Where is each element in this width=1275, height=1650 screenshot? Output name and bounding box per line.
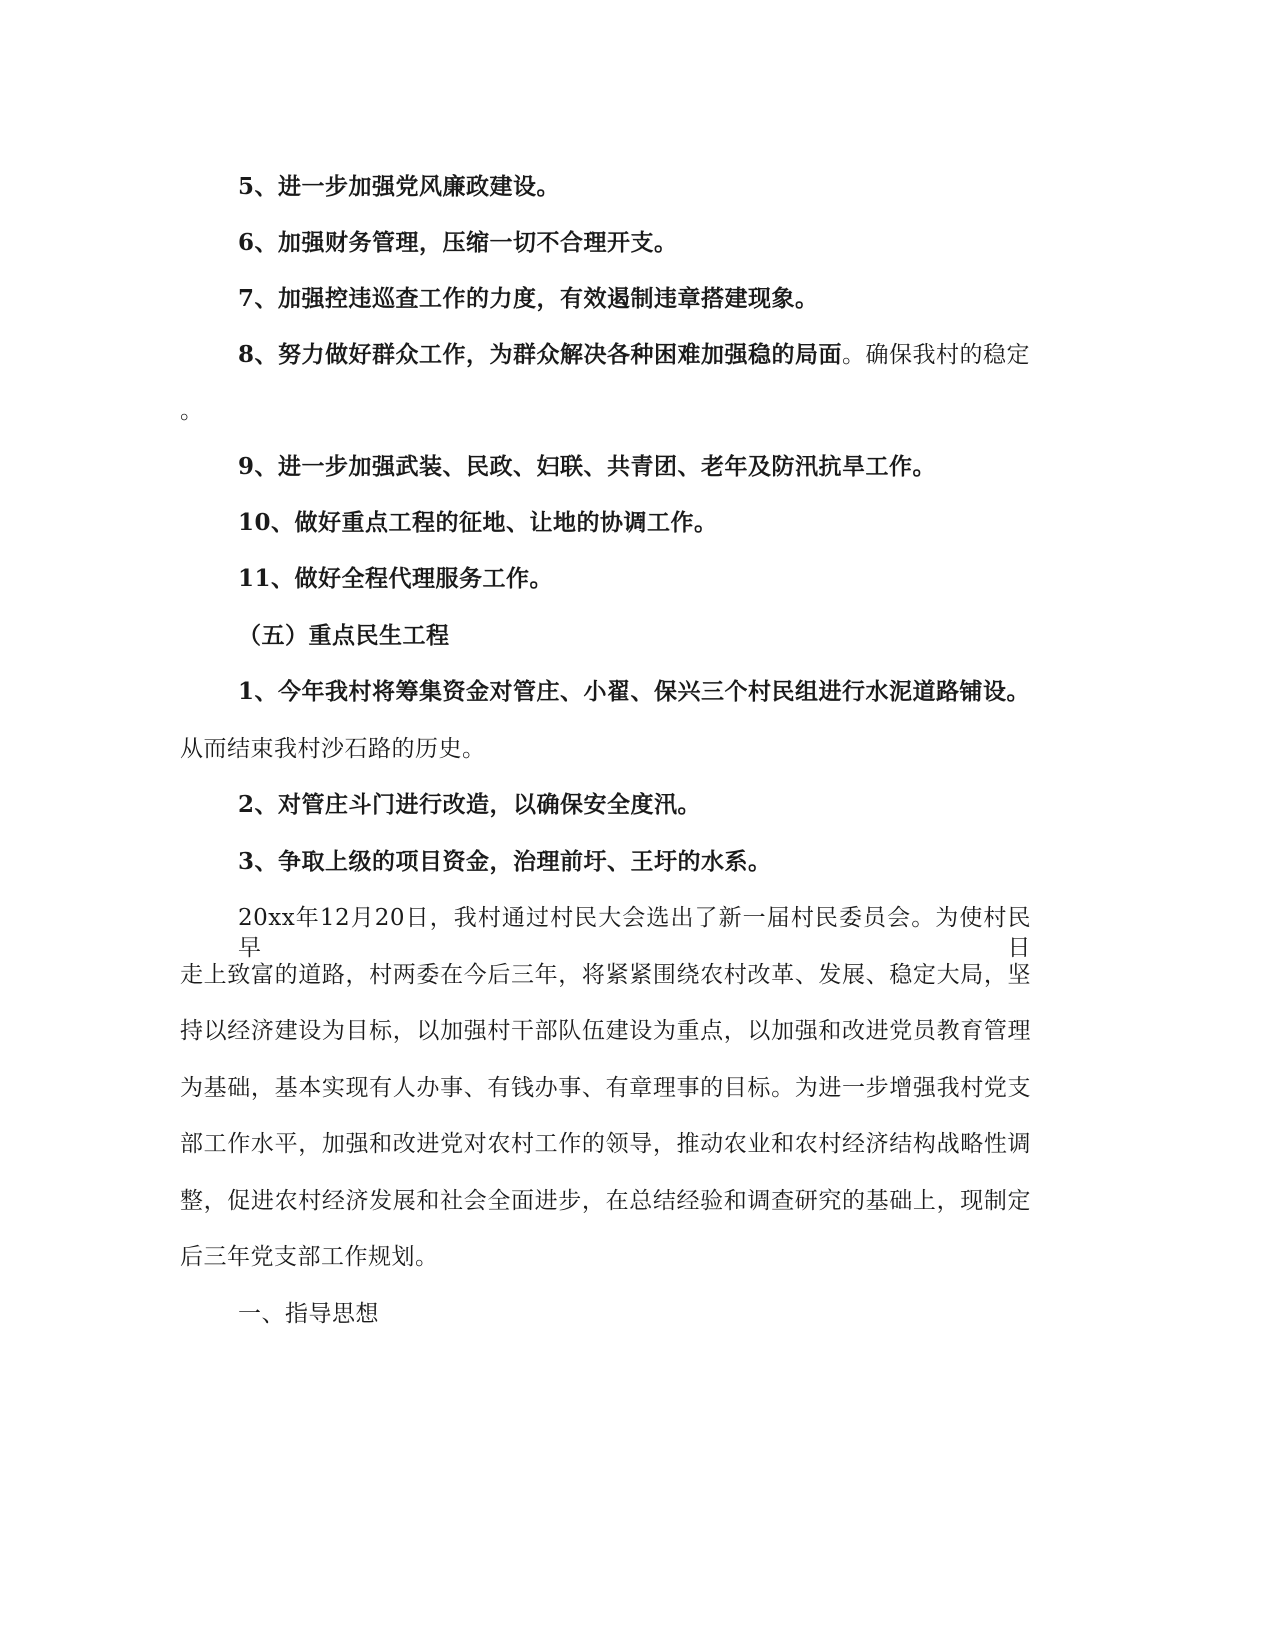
item-9: 9、进一步加强武装、民政、妇联、共青团、老年及防汛抗旱工作。 (238, 453, 937, 480)
livelihood-item-3: 3、争取上级的项目资金，治理前圩、王圩的水系。 (238, 848, 772, 875)
heading-guiding-ideology: 一、指导思想 (238, 1301, 379, 1327)
item-11: 11、做好全程代理服务工作。 (238, 565, 554, 592)
item-8-wrap: 。 (180, 398, 204, 424)
livelihood-item-1: 1、今年我村将筹集资金对管庄、小翟、保兴三个村民组进行水泥道路铺设。 (238, 678, 1031, 705)
item-7: 7、加强控违巡查工作的力度，有效遏制违章搭建现象。 (238, 285, 819, 312)
paragraph-line-7: 后三年党支部工作规划。 (180, 1244, 439, 1270)
item-8-normal-text: 。确保我村的稳定 (842, 342, 1031, 368)
paragraph-line-6: 整，促进农村经济发展和社会全面进步，在总结经验和调查研究的基础上，现制定 (180, 1188, 1031, 1214)
paragraph-line-4: 为基础，基本实现有人办事、有钱办事、有章理事的目标。为进一步增强我村党支 (180, 1075, 1031, 1101)
item-8 (238, 340, 1030, 370)
paragraph-line-3: 持以经济建设为目标，以加强村干部队伍建设为重点，以加强和改进党员教育管理 (180, 1018, 1031, 1044)
section-heading: （五）重点民生工程 (238, 622, 450, 649)
paragraph-line-1: 20xx年12月20日，我村通过村民大会选出了新一届村民委员会。为使村民早日 (238, 905, 1031, 961)
paragraph-line-5: 部工作水平，加强和改进党对农村工作的领导，推动农业和农村经济结构战略性调 (180, 1131, 1031, 1157)
paragraph-line-2: 走上致富的道路，村两委在今后三年，将紧紧围绕农村改革、发展、稳定大局，坚 (180, 962, 1031, 988)
item-5: 5、进一步加强党风廉政建设。 (238, 173, 561, 200)
item-6: 6、加强财务管理，压缩一切不合理开支。 (238, 229, 678, 256)
item-8-bold-text: 8、努力做好群众工作，为群众解决各种困难加强稳的局面 (238, 341, 843, 368)
livelihood-item-1-continued: 从而结束我村沙石路的历史。 (180, 736, 486, 762)
livelihood-item-2: 2、对管庄斗门进行改造，以确保安全度汛。 (238, 791, 702, 818)
item-10: 10、做好重点工程的征地、让地的协调工作。 (238, 509, 718, 536)
